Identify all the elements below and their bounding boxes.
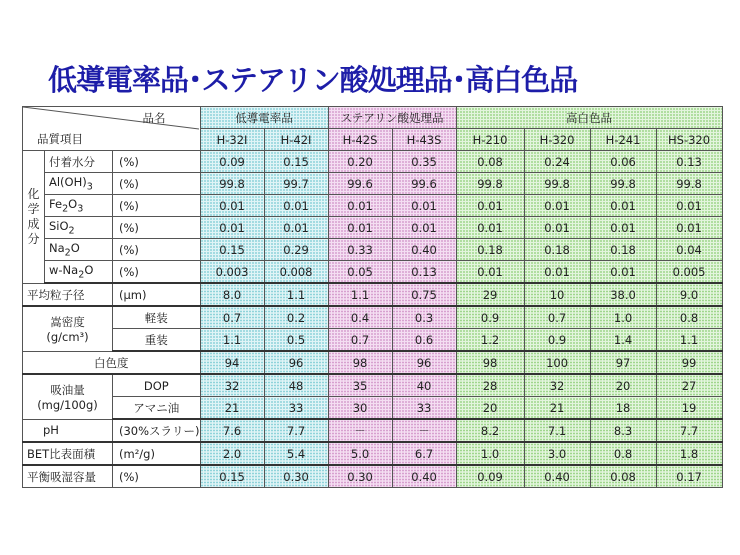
value-cell: 0.13 [392,261,456,284]
value-cell: 20 [456,397,524,420]
value-cell: 98 [328,351,392,374]
value-cell: 28 [456,374,524,397]
value-cell: 1.1 [328,283,392,306]
value-cell: 0.2 [264,306,328,329]
value-cell: 0.01 [656,195,722,217]
product-header: H-241 [590,129,656,151]
value-cell: 99.8 [590,173,656,195]
value-cell: 1.1 [656,329,722,352]
value-cell: 0.20 [328,151,392,173]
value-cell: 1.8 [656,442,722,465]
row-label: 重装 [113,329,201,352]
value-cell: 99 [656,351,722,374]
table-row [23,397,723,420]
value-cell: 20 [590,374,656,397]
value-cell: 0.09 [456,465,524,488]
value-cell: 99.8 [200,173,264,195]
value-cell: 1.0 [590,306,656,329]
table-row [23,374,723,397]
value-cell: 0.35 [392,151,456,173]
row-unit: (30%スラリー) [113,419,201,442]
value-cell: 0.7 [524,306,590,329]
row-label: 白色度 [23,351,201,374]
value-cell: 0.008 [264,261,328,284]
value-cell: 5.0 [328,442,392,465]
table-row [23,283,723,306]
value-cell: 0.01 [264,217,328,239]
value-cell: 0.01 [200,195,264,217]
row-label: BET比表面積 [23,442,113,465]
value-cell: 0.30 [264,465,328,488]
value-cell: 0.01 [392,195,456,217]
product-header: HS-320 [656,129,722,151]
value-cell: 0.3 [392,306,456,329]
value-cell: 7.7 [264,419,328,442]
value-cell: 0.6 [392,329,456,352]
value-cell: 10 [524,283,590,306]
row-unit: (μm) [113,283,201,306]
oil-absorption-label: 吸油量 (mg/100g) [23,374,113,419]
value-cell: 21 [200,397,264,420]
table-row [23,261,723,284]
value-cell: 0.08 [456,151,524,173]
product-header: H-42S [328,129,392,151]
value-cell: 0.15 [264,151,328,173]
value-cell: 0.9 [524,329,590,352]
row-label: $w-Na_2O$ [45,261,113,284]
table-row [23,419,723,442]
product-header: H-320 [524,129,590,151]
value-cell: 98 [456,351,524,374]
value-cell: 0.40 [392,239,456,261]
value-cell: 38.0 [590,283,656,306]
value-cell: 0.01 [328,195,392,217]
value-cell: 0.9 [456,306,524,329]
row-unit: (%) [113,261,201,284]
value-cell: 0.01 [456,217,524,239]
value-cell: 0.8 [656,306,722,329]
value-cell: 35 [328,374,392,397]
value-cell: 0.40 [392,465,456,488]
value-cell: 1.4 [590,329,656,352]
product-header: H-32Ⅰ [200,129,264,151]
value-cell: 0.24 [524,151,590,173]
value-cell: 0.18 [590,239,656,261]
product-header: H-43S [392,129,456,151]
row-label: DOP [113,374,201,397]
product-header: H-42Ⅰ [264,129,328,151]
value-cell: 8.3 [590,419,656,442]
value-cell: 0.01 [524,217,590,239]
value-cell: 0.01 [328,217,392,239]
value-cell: 0.15 [200,465,264,488]
value-cell: 7.6 [200,419,264,442]
value-cell: － [392,419,456,442]
value-cell: 99.6 [328,173,392,195]
value-cell: 0.08 [590,465,656,488]
value-cell: 3.0 [524,442,590,465]
table-row [23,217,723,239]
value-cell: 0.04 [656,239,722,261]
chem-group-label: 化 学 成 分 [23,151,45,284]
value-cell: 0.01 [656,217,722,239]
value-cell: 0.06 [590,151,656,173]
value-cell: 0.33 [328,239,392,261]
group-header-high-whiteness: 高白色品 [456,107,722,129]
value-cell: 0.5 [264,329,328,352]
value-cell: 33 [264,397,328,420]
value-cell: 7.1 [524,419,590,442]
value-cell: 99.8 [456,173,524,195]
row-label: pH [23,419,113,442]
row-label: SiO$_2$ [45,217,113,239]
bulk-density-label: 嵩密度 (g/cm³) [23,306,113,351]
value-cell: 29 [456,283,524,306]
value-cell: 0.18 [456,239,524,261]
value-cell: 0.003 [200,261,264,284]
value-cell: 0.01 [264,195,328,217]
value-cell: 0.8 [590,442,656,465]
value-cell: 99.8 [656,173,722,195]
row-unit: (%) [113,217,201,239]
value-cell: 1.1 [200,329,264,352]
value-cell: 0.30 [328,465,392,488]
value-cell: 32 [200,374,264,397]
value-cell: 8.2 [456,419,524,442]
group-header-low-conductivity: 低導電率品 [200,107,328,129]
row-unit: (%) [113,465,201,488]
value-cell: 0.4 [328,306,392,329]
value-cell: 27 [656,374,722,397]
table-row [23,306,723,329]
value-cell: 0.01 [590,217,656,239]
table-row [23,329,723,352]
value-cell: 0.17 [656,465,722,488]
value-cell: 0.01 [456,261,524,284]
row-label: 平衡吸湿容量 [23,465,113,488]
value-cell: 19 [656,397,722,420]
value-cell: 0.09 [200,151,264,173]
table-row [23,173,723,195]
value-cell: 18 [590,397,656,420]
table-row [23,465,723,488]
value-cell: 96 [392,351,456,374]
corner-quality-label: 品質項目 [37,132,83,146]
value-cell: 0.005 [656,261,722,284]
value-cell: 0.7 [328,329,392,352]
value-cell: 30 [328,397,392,420]
table-row [23,351,723,374]
group-header-stearic: ステアリン酸処理品 [328,107,456,129]
table-row [23,239,723,261]
value-cell: 0.15 [200,239,264,261]
row-unit: (%) [113,239,201,261]
value-cell: 0.01 [392,217,456,239]
row-unit: (m²/g) [113,442,201,465]
value-cell: 0.40 [524,465,590,488]
value-cell: 97 [590,351,656,374]
value-cell: 5.4 [264,442,328,465]
corner-product-label: 品名 [142,111,166,125]
value-cell: 7.7 [656,419,722,442]
value-cell: 99.7 [264,173,328,195]
page-title: 低導電率品･ステアリン酸処理品･高白色品 [48,63,578,97]
value-cell: 0.18 [524,239,590,261]
row-label: $Fe_2O_3$ [45,195,113,217]
row-label: 付着水分 [45,151,113,173]
value-cell: 0.01 [590,261,656,284]
value-cell: 0.7 [200,306,264,329]
row-label: 平均粒子径 [23,283,113,306]
value-cell: 0.01 [524,195,590,217]
product-header: H-210 [456,129,524,151]
value-cell: 99.8 [524,173,590,195]
product-spec-table [22,106,723,488]
table-row [23,151,723,173]
value-cell: 32 [524,374,590,397]
value-cell: 0.75 [392,283,456,306]
row-label: $Al(OH)_3$ [45,173,113,195]
value-cell: 33 [392,397,456,420]
value-cell: 1.0 [456,442,524,465]
value-cell: － [328,419,392,442]
value-cell: 96 [264,351,328,374]
value-cell: 0.01 [456,195,524,217]
value-cell: 1.2 [456,329,524,352]
value-cell: 0.01 [590,195,656,217]
row-label: $Na_2O$ [45,239,113,261]
value-cell: 48 [264,374,328,397]
corner-header-cell [23,107,201,151]
value-cell: 40 [392,374,456,397]
value-cell: 2.0 [200,442,264,465]
value-cell: 6.7 [392,442,456,465]
value-cell: 8.0 [200,283,264,306]
value-cell: 9.0 [656,283,722,306]
row-label: アマニ油 [113,397,201,420]
value-cell: 0.01 [524,261,590,284]
table-row [23,442,723,465]
row-unit: (%) [113,195,201,217]
row-label: 軽装 [113,306,201,329]
value-cell: 94 [200,351,264,374]
value-cell: 100 [524,351,590,374]
value-cell: 21 [524,397,590,420]
value-cell: 99.6 [392,173,456,195]
value-cell: 0.01 [200,217,264,239]
table-row [23,195,723,217]
row-unit: (%) [113,173,201,195]
value-cell: 0.29 [264,239,328,261]
value-cell: 0.13 [656,151,722,173]
row-unit: (%) [113,151,201,173]
value-cell: 0.05 [328,261,392,284]
value-cell: 1.1 [264,283,328,306]
